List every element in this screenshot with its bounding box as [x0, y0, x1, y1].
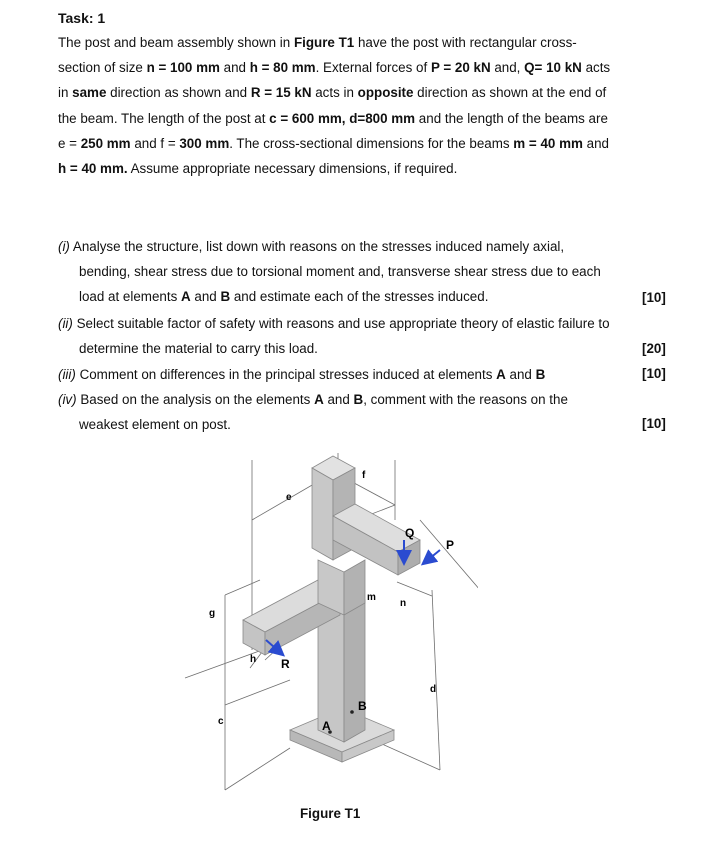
label-m: m: [367, 592, 376, 603]
label-f: f: [362, 470, 366, 481]
label-d: d: [430, 684, 437, 695]
question-iv: (iv) Based on the analysis on the elements A and B, comment with the reasons on the weakest element on post.: [58, 392, 568, 433]
figure-t1-drawing: [178, 446, 478, 798]
label-a: A: [322, 719, 331, 733]
label-e: e: [286, 492, 292, 503]
figure-caption: Figure T1: [300, 806, 361, 821]
mark-iv: [10]: [642, 416, 666, 431]
label-n: n: [400, 598, 407, 609]
element-b-dot: [350, 710, 354, 714]
task-description: The post and beam assembly shown in Figure T1 have the post with rectangular cross-section of size n = 100 mm and h = 80 mm. External forces of P = 20 kN and, Q= 10 kN acts in same direction as shown and R = 15 kN acts in opposite direction as shown at the end of the beam. The length of the post at c = 600 mm, d=800 mm and the length of the beams are e = 250 mm and f = 300 mm. The cross-sectional dimensions for the beams m = 40 mm and h = 40 mm. Assume appropriate necessary dimensions, if required.: [58, 35, 611, 177]
question-iii: (iii) Comment on differences in the principal stresses induced at elements A and B: [58, 367, 546, 382]
question-i: (i) Analyse the structure, list down with reasons on the stresses induced namely axial, bending, shear stress due to torsional moment and, transverse shear stress due to each load at elements A and B and estimate each of the stresses induced.: [58, 239, 601, 305]
force-p-arrow: [424, 550, 440, 563]
label-c: c: [218, 716, 224, 727]
task-title: Task: 1: [58, 10, 106, 26]
mark-ii: [20]: [642, 341, 666, 356]
label-r: R: [281, 657, 290, 671]
mark-iii: [10]: [642, 366, 666, 381]
label-g: g: [209, 608, 216, 619]
label-q: Q: [405, 526, 415, 540]
label-h: h: [250, 654, 257, 665]
question-ii: (ii) Select suitable factor of safety with reasons and use appropriate theory of elastic failure to determine the material to carry this load.: [58, 316, 610, 357]
label-b: B: [358, 699, 367, 713]
label-p: P: [446, 538, 455, 552]
mark-i: [10]: [642, 290, 666, 305]
